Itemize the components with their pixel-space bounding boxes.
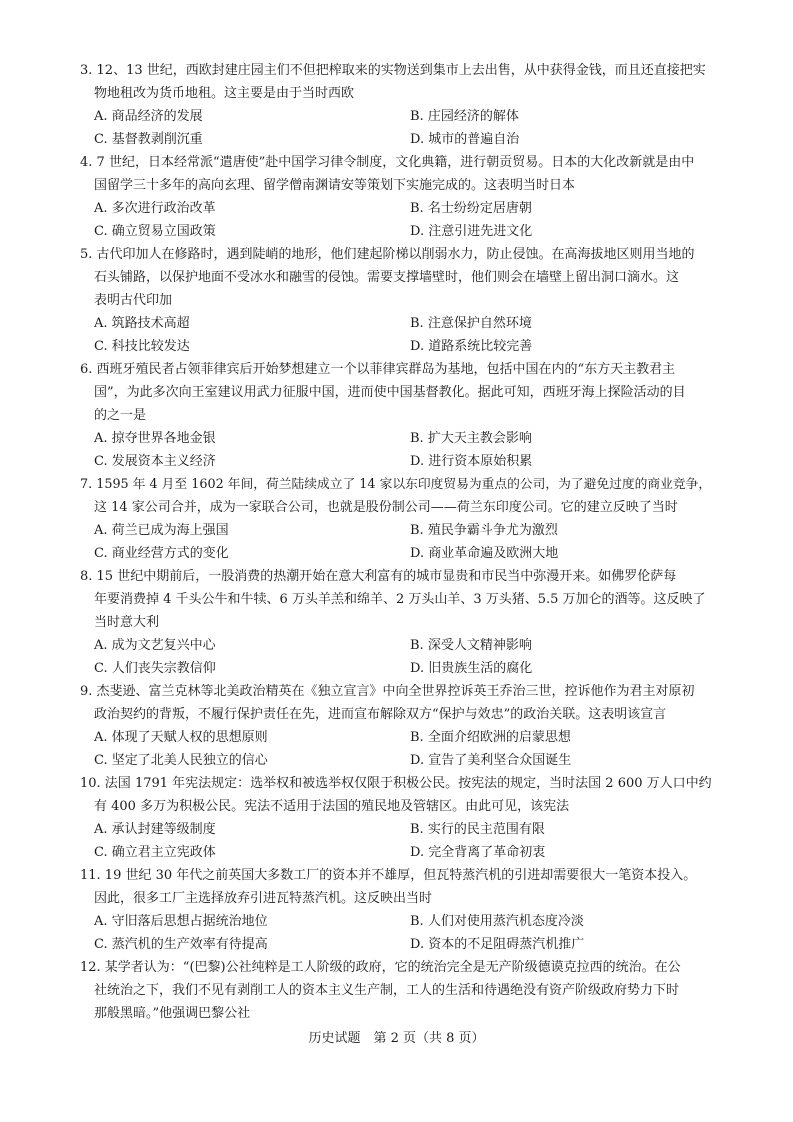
question-stem-line: 8. 15 世纪中期前后，一股消费的热潮开始在意大利富有的城市显贵和市民当中弥漫开来。如佛罗伦萨每 [80, 569, 677, 584]
question-stem-line: 12. 某学者认为：“(巴黎)公社纯粹是工人阶级的政府，它的统治完全是无产阶级德谟克拉西的统治。在公 [80, 960, 681, 975]
question-stem-line: 政治契约的背叛，不履行保护责任在先，进而宣布解除双方“保护与效忠”的政治关联。这表明该宣言 [94, 707, 667, 722]
question-stem-line: 的之一是 [94, 408, 147, 423]
option-c: C. 蒸汽机的生产效率有待提高 [94, 937, 268, 952]
question-stem-line: 那般黑暗。”他强调巴黎公社 [94, 1006, 251, 1021]
option-a: A. 筑路技术高超 [94, 316, 190, 331]
option-d: D. 旧贵族生活的腐化 [410, 661, 533, 676]
option-b: B. 深受人文精神影响 [410, 638, 532, 653]
question-stem-line: 10. 法国 1791 年宪法规定：选举权和被选举权仅限于积极公民。按宪法的规定，当时法国 2 600 万人口中约 [80, 776, 712, 791]
question-stem-line: 这 14 家公司合并，成为一家联合公司，也就是股份制公司——荷兰东印度公司。它的建立反映了当时 [94, 500, 678, 515]
option-d: D. 城市的普遍自治 [410, 132, 520, 147]
question-stem-line: 年要消费掉 4 千头公牛和牛犊、6 万头羊羔和绵羊、2 万头山羊、3 万头猪、5.5 万加仑的酒等。这反映了 [94, 592, 706, 607]
question-stem-line: 社统治之下，我们不见有剥削工人的资本主义生产制，工人的生活和待遇绝没有资产阶级政府势力下时 [94, 983, 680, 998]
question-stem-line: 表明古代印加 [94, 293, 173, 308]
option-b: B. 殖民争霸斗争尤为激烈 [410, 523, 558, 538]
option-b: B. 注意保护自然环境 [410, 316, 532, 331]
option-b: B. 实行的民主范围有限 [410, 822, 545, 837]
option-c: C. 确立贸易立国政策 [94, 224, 216, 239]
option-c: C. 科技比较发达 [94, 339, 190, 354]
option-a: A. 成为文艺复兴中心 [94, 638, 216, 653]
option-d: D. 资本的不足阻碍蒸汽机推广 [410, 937, 585, 952]
question-stem-line: 因此，很多工厂主选择放弃引进瓦特蒸汽机。这反映出当时 [94, 891, 433, 906]
option-c: C. 确立君主立宪政体 [94, 845, 216, 860]
option-a: A. 商品经济的发展 [94, 109, 203, 124]
option-b: B. 人们对使用蒸汽机态度冷淡 [410, 914, 584, 929]
question-stem-line: 当时意大利 [94, 615, 160, 630]
option-d: D. 商业革命遍及欧洲大地 [410, 546, 559, 561]
option-c: C. 商业经营方式的变化 [94, 546, 229, 561]
option-d: D. 道路系统比较完善 [410, 339, 533, 354]
question-stem-line: 7. 1595 年 4 月至 1602 年间，荷兰陆续成立了 14 家以东印度贸易为重点的公司，为了避免过度的商业竞争， [80, 477, 712, 492]
option-a: A. 多次进行政治改革 [94, 201, 216, 216]
option-c: C. 基督教剥削沉重 [94, 132, 203, 147]
option-b: B. 庄园经济的解体 [410, 109, 519, 124]
question-stem-line: 石头铺路，以保护地面不受冰水和融雪的侵蚀。需要支撑墙壁时，他们则会在墙壁上留出洞口滴水。这 [94, 270, 680, 285]
question-stem-line: 6. 西班牙殖民者占领菲律宾后开始梦想建立一个以菲律宾群岛为基地，包括中国在内的“东方天主教君主 [80, 362, 676, 377]
option-d: D. 注意引进先进文化 [410, 224, 533, 239]
option-b: B. 名士纷纷定居唐朝 [410, 201, 532, 216]
option-d: D. 进行资本原始积累 [410, 454, 533, 469]
option-b: B. 扩大天主教会影响 [410, 431, 532, 446]
option-b: B. 全面介绍欧洲的启蒙思想 [410, 730, 571, 745]
option-c: C. 发展资本主义经济 [94, 454, 216, 469]
option-a: A. 掠夺世界各地金银 [94, 431, 216, 446]
question-stem-line: 国留学三十多年的高向玄理、留学僧南渊请安等策划下实施完成的。这表明当时日本 [94, 178, 576, 193]
option-c: C. 坚定了北美人民独立的信心 [94, 753, 268, 768]
option-d: D. 完全背离了革命初衷 [410, 845, 546, 860]
option-c: C. 人们丧失宗教信仰 [94, 661, 216, 676]
question-stem-line: 物地租改为货币地租。这主要是由于当时西欧 [94, 86, 355, 101]
question-stem-line: 11. 19 世纪 30 年代之前英国大多数工厂的资本并不雄厚，但瓦特蒸汽机的引进却需要很大一笔资本投入。 [80, 868, 697, 883]
option-a: A. 体现了天赋人权的思想原则 [94, 730, 268, 745]
option-d: D. 宣告了美利坚合众国诞生 [410, 753, 572, 768]
question-stem-line: 9. 杰斐逊、富兰克林等北美政治精英在《独立宣言》中向全世界控诉英王乔治三世，控诉他作为君主对原初 [80, 684, 695, 699]
question-stem-line: 4. 7 世纪，日本经常派“遣唐使”赴中国学习律令制度，文化典籍，进行朝贡贸易。日本的大化改新就是由中 [80, 155, 695, 170]
option-a: A. 守旧落后思想占据统治地位 [94, 914, 268, 929]
question-stem-line: 有 400 多万为积极公民。宪法不适用于法国的殖民地及管辖区。由此可见，该宪法 [94, 799, 570, 814]
option-a: A. 承认封建等级制度 [94, 822, 216, 837]
option-a: A. 荷兰已成为海上强国 [94, 523, 229, 538]
question-stem-line: 国”，为此多次向王室建议用武力征服中国，进而使中国基督教化。据此可知，西班牙海上探险活动的目 [94, 385, 686, 400]
page-footer: 历史试题 第 2 页（共 8 页） [308, 1031, 485, 1046]
question-stem-line: 3. 12、13 世纪，西欧封建庄园主们不但把榨取来的实物送到集市上去出售，从中获得金钱，而且还直接把实 [80, 63, 706, 78]
question-stem-line: 5. 古代印加人在修路时，遇到陡峭的地形，他们建起阶梯以削弱水力，防止侵蚀。在高海拔地区则用当地的 [80, 247, 695, 262]
